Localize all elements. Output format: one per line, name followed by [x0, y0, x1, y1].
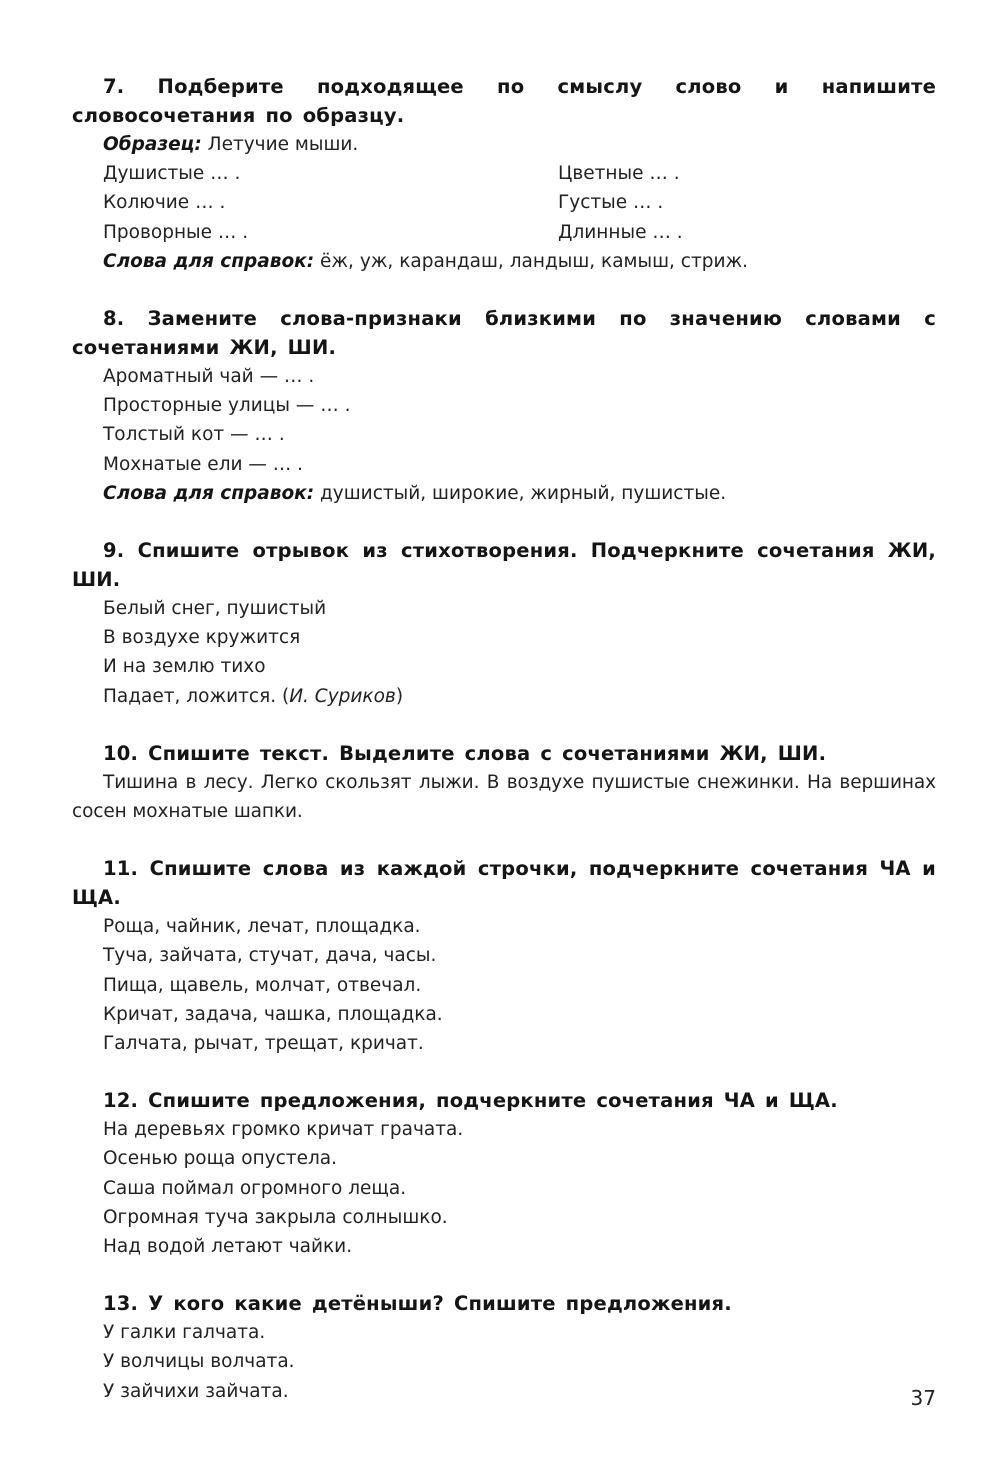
help-text: ёж, уж, карандаш, ландыш, камыш, стриж. — [314, 250, 749, 272]
poem-line: В воздухе кружится — [103, 627, 301, 649]
sentence-line: Осенью роща опустела. — [103, 1148, 338, 1170]
sentence-line: У волчицы волчата. — [103, 1351, 295, 1373]
task-7-sample — [72, 130, 936, 159]
task-7 — [72, 72, 936, 276]
task-10-text: Тишина в лесу. Легко скользят лыжи. В воздухе пушистые снежинки. На вершинах сосен мохнатые шапки. — [72, 771, 936, 823]
task-8-line: Мохнатые ели — … . — [103, 453, 304, 475]
task-7-left: Проворные … . — [103, 221, 249, 243]
sentence-line: Саша поймал огромного леща. — [103, 1177, 407, 1199]
task-7-right: Цветные … . — [558, 163, 680, 185]
task-10-title: 10. Спишите текст. Выделите слова с сочетаниями ЖИ, ШИ. — [103, 741, 827, 765]
page-number: 37 — [910, 1386, 936, 1410]
task-12 — [72, 1086, 936, 1261]
sample-text: Летучие мыши. — [201, 134, 359, 155]
sentence-line: На деревьях громко кричат грачата. — [103, 1119, 464, 1141]
help-label: Слова для справок: — [103, 250, 315, 272]
word-line: Туча, зайчата, стучат, дача, часы. — [103, 945, 437, 967]
task-7-row — [72, 218, 936, 247]
task-11-title: 11. Спишите слова из каждой строчки, подчеркните сочетания ЧА и ЩА. — [72, 857, 936, 910]
poem-last-line — [72, 682, 936, 711]
task-7-left: Колючие … . — [103, 192, 226, 214]
task-13 — [72, 1289, 936, 1406]
task-10 — [72, 739, 936, 826]
poem-line: Белый снег, пушистый — [103, 598, 327, 620]
word-line: Роща, чайник, лечат, площадка. — [103, 916, 421, 938]
task-8-help — [72, 479, 936, 508]
task-7-right: Длинные … . — [558, 221, 683, 243]
task-8-line: Толстый кот — … . — [103, 424, 285, 446]
help-text: душистый, широкие, жирный, пушистые. — [314, 482, 727, 504]
word-line: Галчата, рычат, трещат, кричат. — [103, 1033, 424, 1055]
task-8-title: 8. Замените слова-признаки близкими по значению словами с сочетаниями ЖИ, ШИ. — [72, 307, 936, 360]
task-7-help — [72, 247, 936, 276]
sample-label: Образец: — [103, 134, 202, 155]
task-7-row — [72, 188, 936, 217]
page-content — [72, 72, 936, 1434]
sentence-line: У зайчихи зайчата. — [103, 1380, 289, 1402]
sentence-line: Над водой летают чайки. — [103, 1236, 353, 1258]
poem-close: ) — [395, 685, 404, 707]
word-line: Пища, щавель, молчат, отвечал. — [103, 974, 422, 996]
sentence-line: У галки галчата. — [103, 1322, 266, 1344]
task-12-title: 12. Спишите предложения, подчеркните сочетания ЧА и ЩА. — [103, 1089, 838, 1113]
sentence-line: Огромная туча закрыла солнышко. — [103, 1206, 448, 1228]
task-11 — [72, 854, 936, 1058]
word-line: Кричат, задача, чашка, площадка. — [103, 1003, 443, 1025]
task-9-title: 9. Спишите отрывок из стихотворения. Подчеркните сочетания ЖИ, ШИ. — [72, 539, 936, 592]
task-9 — [72, 536, 936, 711]
help-label: Слова для справок: — [103, 482, 315, 504]
poem-author: И. Суриков — [289, 685, 396, 707]
task-7-title: 7. Подберите подходящее по смыслу слово и напишите словосочетания по образцу. — [72, 75, 936, 127]
task-8 — [72, 304, 936, 508]
task-13-title: 13. У кого какие детёныши? Спишите предложения. — [103, 1292, 732, 1316]
task-7-row — [72, 159, 936, 188]
task-7-right: Густые … . — [558, 192, 664, 214]
poem-line-text: Падает, ложится. ( — [103, 685, 290, 707]
task-8-line: Просторные улицы — … . — [103, 395, 351, 417]
task-8-line: Ароматный чай — … . — [103, 366, 315, 388]
task-7-left: Душистые … . — [103, 163, 241, 185]
poem-line: И на землю тихо — [103, 656, 266, 678]
